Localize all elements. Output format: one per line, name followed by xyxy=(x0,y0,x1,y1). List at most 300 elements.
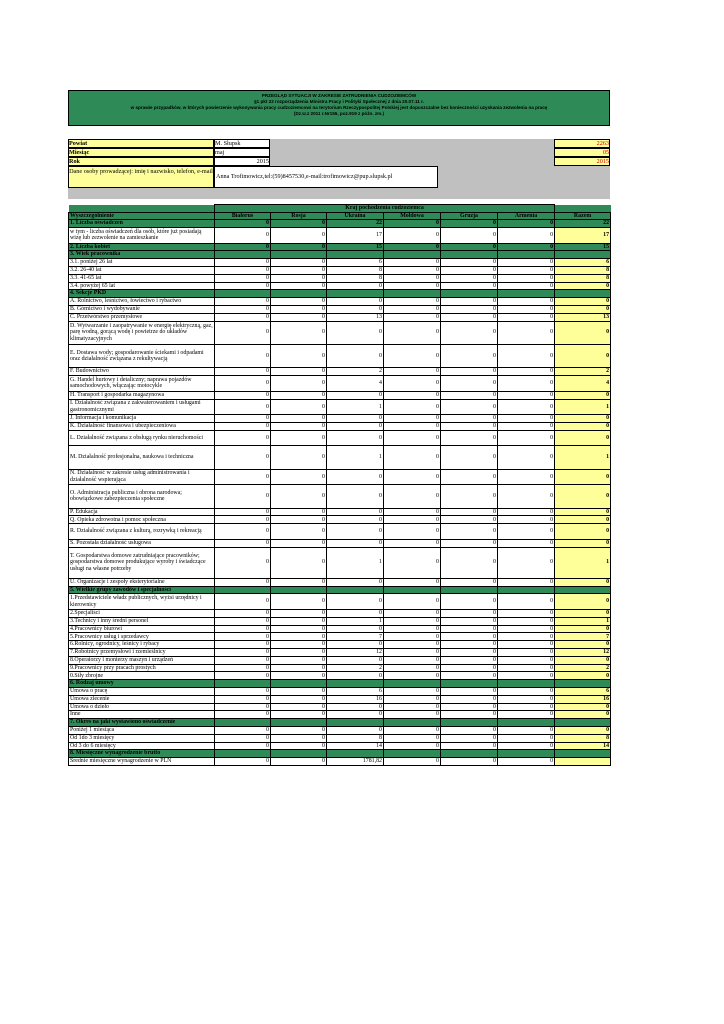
value-cell[interactable]: 0 xyxy=(327,656,384,664)
value-cell[interactable]: 0 xyxy=(327,282,384,290)
value-cell[interactable]: 0 xyxy=(441,726,498,734)
value-cell[interactable]: 0 xyxy=(384,578,441,586)
value-cell[interactable]: 0 xyxy=(498,516,555,524)
value-cell[interactable]: 0 xyxy=(384,672,441,680)
value-cell[interactable]: 0 xyxy=(271,376,327,392)
value-cell[interactable]: 0 xyxy=(215,578,271,586)
value-cell[interactable]: 0 xyxy=(327,321,384,344)
value-cell[interactable]: 0 xyxy=(271,610,327,618)
value-cell[interactable]: 0 xyxy=(327,415,384,423)
value-cell[interactable]: 0 xyxy=(271,313,327,321)
value-cell[interactable]: 0 xyxy=(327,344,384,367)
value-cell[interactable]: 0 xyxy=(498,368,555,376)
value-cell[interactable]: 1 xyxy=(327,446,384,469)
value-cell[interactable]: 0 xyxy=(271,446,327,469)
contact-value[interactable]: Anna Trofimowicz,tel:(59)8457530,e-mail:trofimowicz@pup.slupsk.pl xyxy=(214,166,438,188)
value-cell[interactable]: 0 xyxy=(271,415,327,423)
value-cell[interactable]: 0 xyxy=(498,742,555,750)
value-cell[interactable]: 0 xyxy=(271,672,327,680)
value-cell[interactable]: 0 xyxy=(215,274,271,282)
value-cell[interactable]: 0 xyxy=(215,516,271,524)
value-cell[interactable]: 0 xyxy=(384,656,441,664)
value-cell[interactable]: 0 xyxy=(271,711,327,719)
value-cell[interactable]: 0 xyxy=(271,633,327,641)
value-cell[interactable]: 0 xyxy=(441,594,498,610)
value-cell[interactable]: 0 xyxy=(498,641,555,649)
value-cell[interactable]: 0 xyxy=(271,641,327,649)
value-cell[interactable]: 0 xyxy=(384,742,441,750)
value-cell[interactable]: 0 xyxy=(384,734,441,742)
value-cell[interactable]: 0 xyxy=(271,243,327,251)
value-cell[interactable]: 0 xyxy=(384,726,441,734)
table-row xyxy=(69,305,611,313)
value-cell[interactable]: 0 xyxy=(498,220,555,228)
value-cell[interactable]: 0 xyxy=(384,711,441,719)
value-cell[interactable]: 0 xyxy=(441,688,498,696)
value-cell[interactable]: 0 xyxy=(327,594,384,610)
value-cell[interactable]: 0 xyxy=(384,508,441,516)
value-cell[interactable]: 0 xyxy=(215,220,271,228)
table-row xyxy=(69,742,611,750)
value-cell[interactable]: 2 xyxy=(327,368,384,376)
value-cell[interactable]: 0 xyxy=(271,282,327,290)
value-cell[interactable]: 0 xyxy=(327,298,384,306)
value-cell[interactable]: 0 xyxy=(271,469,327,485)
value-cell[interactable]: 6 xyxy=(327,259,384,267)
value-cell[interactable]: 16 xyxy=(327,695,384,703)
row-label: 8.Operatorzy i monterzy maszyn i urządzeń xyxy=(69,656,215,664)
value-cell[interactable]: 0 xyxy=(498,508,555,516)
value-cell[interactable]: 0 xyxy=(215,539,271,547)
value-cell[interactable]: 0 xyxy=(384,617,441,625)
value-cell[interactable]: 0 xyxy=(384,259,441,267)
value-cell[interactable]: 0 xyxy=(384,485,441,508)
value-cell[interactable]: 0 xyxy=(441,274,498,282)
value-cell[interactable]: 0 xyxy=(441,516,498,524)
row-label: A. Rolnictwo, leśnictwo, łowiectwo i rybactwo xyxy=(69,298,215,306)
value-cell[interactable]: 0 xyxy=(498,266,555,274)
value-cell[interactable]: 0 xyxy=(441,422,498,430)
value-cell[interactable]: 0 xyxy=(271,695,327,703)
value-cell[interactable]: 0 xyxy=(215,633,271,641)
value-cell[interactable]: 0 xyxy=(271,259,327,267)
rok-value[interactable]: 2015 xyxy=(214,157,270,166)
value-cell[interactable]: 0 xyxy=(215,282,271,290)
value-cell[interactable]: 0 xyxy=(271,368,327,376)
value-cell[interactable]: 8 xyxy=(327,274,384,282)
value-cell[interactable]: 0 xyxy=(327,610,384,618)
value-cell[interactable]: 0 xyxy=(271,734,327,742)
value-cell[interactable]: 0 xyxy=(215,344,271,367)
value-cell[interactable]: 0 xyxy=(384,274,441,282)
value-cell[interactable]: 0 xyxy=(441,625,498,633)
value-cell[interactable]: 2 xyxy=(327,664,384,672)
value-cell[interactable]: 0 xyxy=(441,547,498,578)
value-cell[interactable]: 7 xyxy=(327,633,384,641)
value-cell[interactable]: 0 xyxy=(498,703,555,711)
value-cell[interactable]: 0 xyxy=(215,649,271,657)
row-label: 4. Sekcje PKD xyxy=(69,290,215,298)
value-cell[interactable]: 0 xyxy=(441,469,498,485)
value-cell[interactable]: 0 xyxy=(271,617,327,625)
value-cell[interactable]: 1 xyxy=(327,547,384,578)
row-label: 3.Technicy i inny średni personel xyxy=(69,617,215,625)
value-cell[interactable]: 0 xyxy=(384,633,441,641)
value-cell[interactable]: 0 xyxy=(441,485,498,508)
value-cell[interactable]: 0 xyxy=(384,758,441,766)
value-cell[interactable]: 0 xyxy=(441,321,498,344)
value-cell[interactable]: 0 xyxy=(441,656,498,664)
value-cell[interactable]: 0 xyxy=(271,688,327,696)
value-cell[interactable]: 0 xyxy=(215,376,271,392)
value-cell[interactable]: 0 xyxy=(215,469,271,485)
value-cell[interactable]: 0 xyxy=(271,742,327,750)
value-cell[interactable]: 0 xyxy=(441,695,498,703)
value-cell[interactable]: 0 xyxy=(271,656,327,664)
value-cell[interactable]: 0 xyxy=(498,430,555,446)
value-cell[interactable]: 0 xyxy=(384,298,441,306)
value-cell[interactable]: 0 xyxy=(441,243,498,251)
value-cell[interactable]: 1 xyxy=(327,617,384,625)
value-cell[interactable]: 0 xyxy=(327,391,384,399)
value-cell[interactable]: 0 xyxy=(441,446,498,469)
row-label: S. Pozostała działalność usługowa xyxy=(69,539,215,547)
total-cell: 2 xyxy=(555,664,611,672)
value-cell[interactable]: 0 xyxy=(498,422,555,430)
value-cell[interactable]: 0 xyxy=(215,688,271,696)
row-label: 5.Pracownicy usług i sprzedawcy xyxy=(69,633,215,641)
value-cell[interactable]: 0 xyxy=(441,617,498,625)
value-cell[interactable]: 0 xyxy=(271,422,327,430)
value-cell[interactable]: 0 xyxy=(215,368,271,376)
value-cell[interactable]: 0 xyxy=(384,641,441,649)
value-cell[interactable]: 0 xyxy=(215,742,271,750)
value-cell[interactable]: 0 xyxy=(384,516,441,524)
value-cell[interactable]: 0 xyxy=(215,664,271,672)
value-cell[interactable]: 0 xyxy=(498,664,555,672)
total-cell: 0 xyxy=(555,422,611,430)
value-cell[interactable]: 0 xyxy=(384,220,441,228)
value-cell[interactable]: 0 xyxy=(384,313,441,321)
value-cell[interactable]: 0 xyxy=(441,391,498,399)
value-cell[interactable]: 0 xyxy=(327,516,384,524)
value-cell[interactable]: 15 xyxy=(327,243,384,251)
value-cell[interactable]: 0 xyxy=(384,227,441,243)
value-cell[interactable]: 0 xyxy=(271,703,327,711)
value-cell[interactable]: 0 xyxy=(384,422,441,430)
value-cell[interactable]: 0 xyxy=(271,594,327,610)
value-cell[interactable]: 0 xyxy=(498,282,555,290)
value-cell[interactable]: 0 xyxy=(498,298,555,306)
value-cell[interactable]: 0 xyxy=(271,625,327,633)
value-cell[interactable]: 0 xyxy=(215,711,271,719)
value-cell[interactable]: 0 xyxy=(271,266,327,274)
value-cell[interactable]: 0 xyxy=(384,524,441,540)
value-cell[interactable]: 0 xyxy=(441,758,498,766)
value-cell[interactable]: 0 xyxy=(215,594,271,610)
value-cell[interactable]: 12 xyxy=(327,649,384,657)
value-cell[interactable]: 0 xyxy=(271,547,327,578)
value-cell[interactable]: 0 xyxy=(498,672,555,680)
value-cell[interactable]: 14 xyxy=(327,742,384,750)
value-cell[interactable]: 0 xyxy=(498,313,555,321)
value-cell[interactable]: 0 xyxy=(271,758,327,766)
value-cell[interactable]: 0 xyxy=(498,415,555,423)
value-cell[interactable]: 0 xyxy=(327,485,384,508)
value-cell[interactable]: 0 xyxy=(215,430,271,446)
value-cell[interactable]: 0 xyxy=(215,266,271,274)
value-cell[interactable]: 0 xyxy=(441,578,498,586)
value-cell[interactable]: 0 xyxy=(441,649,498,657)
value-cell[interactable]: 0 xyxy=(327,578,384,586)
value-cell[interactable]: 0 xyxy=(215,625,271,633)
value-cell[interactable]: 4 xyxy=(327,376,384,392)
value-cell[interactable]: 0 xyxy=(215,399,271,415)
value-cell[interactable]: 0 xyxy=(498,625,555,633)
value-cell xyxy=(384,750,441,758)
value-cell[interactable]: 0 xyxy=(327,469,384,485)
table-row xyxy=(69,368,611,376)
value-cell[interactable]: 0 xyxy=(441,539,498,547)
value-cell[interactable]: 0 xyxy=(441,672,498,680)
value-cell[interactable]: 0 xyxy=(498,610,555,618)
value-cell[interactable]: 0 xyxy=(498,656,555,664)
value-cell[interactable]: 0 xyxy=(384,305,441,313)
value-cell[interactable]: 0 xyxy=(271,305,327,313)
value-cell[interactable]: 0 xyxy=(271,430,327,446)
value-cell[interactable]: 0 xyxy=(215,617,271,625)
value-cell[interactable]: 0 xyxy=(215,758,271,766)
value-cell[interactable]: 0 xyxy=(384,321,441,344)
value-cell[interactable]: 0 xyxy=(327,539,384,547)
value-cell[interactable]: 0 xyxy=(498,243,555,251)
value-cell[interactable]: 0 xyxy=(441,508,498,516)
value-cell[interactable]: 0 xyxy=(384,469,441,485)
value-cell[interactable]: 0 xyxy=(441,220,498,228)
value-cell[interactable]: 0 xyxy=(215,259,271,267)
value-cell[interactable]: 0 xyxy=(441,376,498,392)
value-cell[interactable]: 0 xyxy=(215,243,271,251)
value-cell[interactable]: 0 xyxy=(498,688,555,696)
value-cell[interactable]: 0 xyxy=(327,672,384,680)
value-cell[interactable]: 0 xyxy=(498,633,555,641)
value-cell[interactable]: 0 xyxy=(327,524,384,540)
value-cell[interactable]: 0 xyxy=(327,625,384,633)
value-cell[interactable]: 0 xyxy=(271,391,327,399)
value-cell[interactable]: 0 xyxy=(384,391,441,399)
value-cell[interactable]: 17 xyxy=(327,227,384,243)
value-cell[interactable]: 0 xyxy=(441,641,498,649)
value-cell[interactable]: 0 xyxy=(384,344,441,367)
value-cell[interactable]: 0 xyxy=(271,539,327,547)
value-cell[interactable]: 0 xyxy=(215,726,271,734)
value-cell[interactable]: 0 xyxy=(215,547,271,578)
value-cell[interactable]: 0 xyxy=(215,485,271,508)
value-cell[interactable]: 0 xyxy=(271,298,327,306)
value-cell[interactable]: 0 xyxy=(271,726,327,734)
value-cell[interactable]: 0 xyxy=(271,485,327,508)
value-cell[interactable]: 0 xyxy=(441,259,498,267)
value-cell[interactable]: 0 xyxy=(215,656,271,664)
value-cell[interactable]: 0 xyxy=(498,649,555,657)
row-label: 3.2. 26-40 lat xyxy=(69,266,215,274)
value-cell[interactable]: 0 xyxy=(498,758,555,766)
value-cell[interactable]: 13 xyxy=(327,313,384,321)
value-cell[interactable]: 0 xyxy=(327,641,384,649)
value-cell[interactable]: 0 xyxy=(441,227,498,243)
value-cell[interactable]: 0 xyxy=(271,524,327,540)
value-cell[interactable]: 0 xyxy=(327,726,384,734)
value-cell[interactable]: 0 xyxy=(215,415,271,423)
value-cell[interactable]: 0 xyxy=(384,610,441,618)
value-cell[interactable]: 0 xyxy=(271,227,327,243)
value-cell[interactable]: 0 xyxy=(498,391,555,399)
value-cell[interactable]: 0 xyxy=(498,695,555,703)
value-cell[interactable]: 0 xyxy=(441,524,498,540)
value-cell[interactable]: 0 xyxy=(384,625,441,633)
value-cell[interactable]: 0 xyxy=(498,305,555,313)
value-cell[interactable]: 0 xyxy=(498,711,555,719)
value-cell[interactable]: 0 xyxy=(441,703,498,711)
value-cell[interactable]: 0 xyxy=(327,703,384,711)
value-cell[interactable]: 6 xyxy=(327,688,384,696)
value-cell[interactable]: 0 xyxy=(498,578,555,586)
value-cell[interactable]: 0 xyxy=(327,422,384,430)
value-cell[interactable]: 0 xyxy=(498,227,555,243)
table-row xyxy=(69,656,611,664)
value-cell[interactable]: 0 xyxy=(441,734,498,742)
value-cell[interactable]: 0 xyxy=(498,446,555,469)
value-cell[interactable]: 0 xyxy=(498,274,555,282)
value-cell[interactable]: 0 xyxy=(384,282,441,290)
value-cell[interactable]: 0 xyxy=(271,508,327,516)
value-cell[interactable]: 0 xyxy=(441,344,498,367)
value-cell[interactable]: 22 xyxy=(327,220,384,228)
value-cell[interactable]: 0 xyxy=(215,298,271,306)
value-cell[interactable]: 0 xyxy=(498,734,555,742)
value-cell[interactable]: 0 xyxy=(498,617,555,625)
value-cell[interactable]: 0 xyxy=(441,266,498,274)
value-cell[interactable]: 0 xyxy=(498,539,555,547)
value-cell[interactable]: 0 xyxy=(215,641,271,649)
value-cell[interactable]: 0 xyxy=(271,321,327,344)
value-cell[interactable]: 0 xyxy=(441,313,498,321)
value-cell[interactable]: 0 xyxy=(384,368,441,376)
value-cell[interactable]: 0 xyxy=(498,399,555,415)
total-cell: 0 xyxy=(555,610,611,618)
value-cell[interactable]: 0 xyxy=(384,649,441,657)
value-cell[interactable]: 0 xyxy=(271,220,327,228)
value-cell[interactable]: 8 xyxy=(327,266,384,274)
value-cell[interactable]: 0 xyxy=(215,695,271,703)
value-cell[interactable]: 0 xyxy=(441,305,498,313)
value-cell[interactable]: 0 xyxy=(215,422,271,430)
value-cell[interactable]: 1781,82 xyxy=(327,758,384,766)
value-cell[interactable]: 0 xyxy=(498,485,555,508)
value-cell[interactable]: 0 xyxy=(271,649,327,657)
value-cell[interactable]: 0 xyxy=(441,399,498,415)
value-cell[interactable]: 0 xyxy=(441,664,498,672)
value-cell[interactable]: 0 xyxy=(271,578,327,586)
value-cell[interactable]: 8 xyxy=(327,734,384,742)
value-cell[interactable]: 0 xyxy=(215,391,271,399)
total-cell: 0 xyxy=(555,344,611,367)
value-cell[interactable]: 0 xyxy=(215,321,271,344)
value-cell[interactable]: 0 xyxy=(384,243,441,251)
value-cell[interactable]: 0 xyxy=(384,376,441,392)
total-cell: 0 xyxy=(555,641,611,649)
value-cell[interactable]: 0 xyxy=(498,547,555,578)
value-cell[interactable]: 0 xyxy=(215,734,271,742)
value-cell[interactable]: 0 xyxy=(441,711,498,719)
value-cell[interactable]: 0 xyxy=(384,399,441,415)
value-cell[interactable]: 0 xyxy=(498,344,555,367)
value-cell[interactable]: 0 xyxy=(384,695,441,703)
value-cell[interactable]: 0 xyxy=(498,259,555,267)
value-cell[interactable]: 0 xyxy=(215,703,271,711)
value-cell[interactable]: 0 xyxy=(441,282,498,290)
value-cell[interactable]: 0 xyxy=(327,711,384,719)
value-cell[interactable]: 0 xyxy=(384,539,441,547)
statistics-table-wrapper xyxy=(68,204,610,766)
value-cell[interactable]: 0 xyxy=(327,430,384,446)
value-cell[interactable]: 0 xyxy=(384,446,441,469)
value-cell[interactable]: 0 xyxy=(384,415,441,423)
value-cell[interactable]: 0 xyxy=(441,298,498,306)
value-cell[interactable]: 0 xyxy=(441,368,498,376)
value-cell[interactable]: 0 xyxy=(498,726,555,734)
value-cell[interactable]: 0 xyxy=(384,547,441,578)
value-cell[interactable]: 0 xyxy=(441,742,498,750)
value-cell[interactable]: 1 xyxy=(327,399,384,415)
value-cell[interactable]: 0 xyxy=(215,508,271,516)
value-cell[interactable]: 0 xyxy=(384,430,441,446)
value-cell[interactable]: 0 xyxy=(441,430,498,446)
value-cell[interactable]: 0 xyxy=(271,516,327,524)
value-cell[interactable]: 0 xyxy=(441,633,498,641)
value-cell[interactable]: 0 xyxy=(441,415,498,423)
value-cell[interactable]: 0 xyxy=(215,610,271,618)
table-row xyxy=(69,672,611,680)
value-cell[interactable]: 0 xyxy=(384,688,441,696)
value-cell[interactable]: 0 xyxy=(271,399,327,415)
value-cell[interactable]: 0 xyxy=(215,313,271,321)
powiat-value[interactable]: M. Słupsk xyxy=(214,139,270,148)
value-cell[interactable]: 0 xyxy=(215,524,271,540)
value-cell[interactable]: 0 xyxy=(384,594,441,610)
value-cell[interactable]: 0 xyxy=(384,266,441,274)
value-cell[interactable]: 0 xyxy=(498,376,555,392)
miesiac-value[interactable]: maj xyxy=(214,148,270,157)
value-cell[interactable]: 0 xyxy=(215,672,271,680)
value-cell[interactable]: 0 xyxy=(384,703,441,711)
value-cell[interactable]: 0 xyxy=(271,344,327,367)
value-cell[interactable]: 0 xyxy=(384,664,441,672)
value-cell[interactable]: 0 xyxy=(498,524,555,540)
value-cell[interactable]: 0 xyxy=(441,610,498,618)
value-cell[interactable]: 0 xyxy=(271,274,327,282)
value-cell[interactable]: 0 xyxy=(215,227,271,243)
value-cell[interactable]: 0 xyxy=(498,321,555,344)
value-cell[interactable]: 0 xyxy=(498,594,555,610)
value-cell[interactable]: 0 xyxy=(498,469,555,485)
value-cell[interactable]: 0 xyxy=(271,664,327,672)
value-cell[interactable]: 0 xyxy=(327,508,384,516)
value-cell[interactable]: 0 xyxy=(215,446,271,469)
row-label: Q. Opieka zdrowotna i pomoc społeczna xyxy=(69,516,215,524)
value-cell[interactable]: 0 xyxy=(327,305,384,313)
value-cell[interactable]: 0 xyxy=(215,305,271,313)
